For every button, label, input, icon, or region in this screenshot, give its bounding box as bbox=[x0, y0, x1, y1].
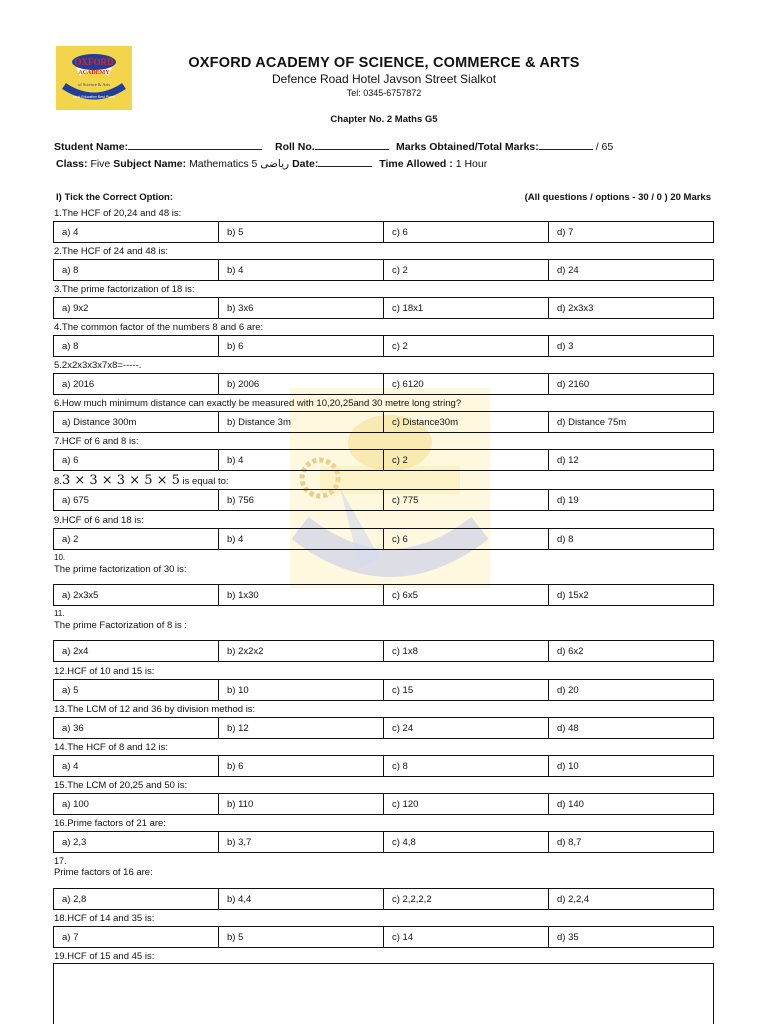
option-b[interactable]: b) 6 bbox=[219, 336, 384, 356]
question-16: 16.Prime factors of 21 are: bbox=[54, 818, 166, 829]
option-a[interactable]: a) 6 bbox=[54, 450, 219, 470]
option-b[interactable]: b) 5 bbox=[219, 222, 384, 242]
option-b[interactable]: b) 6 bbox=[219, 756, 384, 776]
option-a[interactable]: a) 2,8 bbox=[54, 889, 219, 909]
section-title: I) Tick the Correct Option: bbox=[56, 192, 174, 203]
options-row-7 bbox=[53, 449, 714, 471]
options-row-10 bbox=[53, 584, 714, 606]
option-a[interactable]: a) Distance 300m bbox=[54, 412, 219, 432]
option-d[interactable]: d) 7 bbox=[557, 226, 574, 238]
question-2: 2.The HCF of 24 and 48 is: bbox=[54, 246, 169, 257]
option-d[interactable]: d) 140 bbox=[557, 798, 584, 810]
option-d[interactable]: d) 19 bbox=[557, 494, 579, 506]
marks-blank[interactable] bbox=[539, 139, 593, 150]
option-b[interactable]: b) 1x30 bbox=[219, 585, 384, 605]
options-row-17 bbox=[53, 888, 714, 910]
date-label: Date: bbox=[292, 158, 319, 170]
question-11: The prime Factorization of 8 is : bbox=[54, 620, 188, 631]
subject-value: Mathematics 5 ریاضی bbox=[189, 158, 290, 170]
option-b[interactable]: b) 4 bbox=[219, 260, 384, 280]
option-d[interactable]: d) 2,2,4 bbox=[557, 893, 590, 905]
option-c[interactable]: c) 6 bbox=[384, 222, 549, 242]
option-c[interactable]: c) 775 bbox=[384, 490, 549, 510]
option-a[interactable]: a) 5 bbox=[54, 680, 219, 700]
option-b[interactable]: b) 4,4 bbox=[219, 889, 384, 909]
options-row-12 bbox=[53, 679, 714, 701]
roll-no-blank[interactable] bbox=[315, 139, 389, 150]
subject-label: Subject Name: bbox=[113, 158, 187, 170]
option-d[interactable]: d) 15x2 bbox=[557, 589, 589, 601]
option-c[interactable]: c) 14 bbox=[384, 927, 549, 947]
options-row-1 bbox=[53, 221, 714, 243]
student-name-field bbox=[54, 139, 262, 153]
option-a[interactable]: a) 4 bbox=[54, 756, 219, 776]
question-19: 19.HCF of 15 and 45 is: bbox=[54, 951, 155, 962]
question-8 bbox=[54, 473, 229, 488]
question-6: 6.How much minimum distance can exactly be measured with 10,20,25and 30 metre long string? bbox=[54, 398, 462, 409]
question-8-prefix: 8. bbox=[54, 476, 62, 487]
option-b[interactable]: b) 2006 bbox=[219, 374, 384, 394]
chapter-title: Chapter No. 2 Maths G5 bbox=[330, 114, 438, 125]
option-b[interactable]: b) 10 bbox=[219, 680, 384, 700]
question-3: 3.The prime factorization of 18 is: bbox=[54, 284, 195, 295]
option-b[interactable]: b) 2x2x2 bbox=[219, 641, 384, 661]
option-c[interactable]: c) 6x5 bbox=[384, 585, 549, 605]
time-label: Time Allowed : bbox=[379, 158, 453, 170]
option-a[interactable]: a) 2 bbox=[54, 529, 219, 549]
options-row-6 bbox=[53, 411, 714, 433]
option-a[interactable]: a) 2x4 bbox=[54, 641, 219, 661]
option-c[interactable]: c) 6 bbox=[384, 529, 549, 549]
logo-text-2: ACADEMY bbox=[78, 70, 110, 76]
option-d[interactable]: d) 48 bbox=[557, 722, 579, 734]
question-5: 5.2x2x3x3x7x8=-----. bbox=[54, 360, 142, 371]
option-b[interactable]: b) 4 bbox=[219, 450, 384, 470]
question-14: 14.The HCF of 8 and 12 is: bbox=[54, 742, 169, 753]
option-d[interactable]: d) 20 bbox=[557, 684, 579, 696]
option-a[interactable]: a) 8 bbox=[54, 336, 219, 356]
option-a[interactable]: a) 2x3x5 bbox=[54, 585, 219, 605]
option-c[interactable]: c) 2 bbox=[384, 450, 549, 470]
options-row-3 bbox=[53, 297, 714, 319]
option-d[interactable]: d) 3 bbox=[557, 340, 574, 352]
options-row-2 bbox=[53, 259, 714, 281]
option-c[interactable]: c) Distance30m bbox=[384, 412, 549, 432]
option-d[interactable]: d) 8,7 bbox=[557, 836, 582, 848]
option-c[interactable]: c) 1x8 bbox=[384, 641, 549, 661]
school-address: Defence Road Hotel Javson Street Sialkot bbox=[271, 72, 497, 86]
option-d[interactable]: d) 35 bbox=[557, 931, 579, 943]
class-subject-line bbox=[56, 156, 487, 170]
options-row-5 bbox=[53, 373, 714, 395]
option-a[interactable]: a) 36 bbox=[54, 718, 219, 738]
option-b[interactable]: b) 110 bbox=[219, 794, 384, 814]
option-a[interactable]: a) 100 bbox=[54, 794, 219, 814]
option-b[interactable]: b) 4 bbox=[219, 529, 384, 549]
logo-text-1: OXFORD bbox=[74, 57, 114, 67]
option-b[interactable]: b) Distance 3m bbox=[219, 412, 384, 432]
options-row-8 bbox=[53, 489, 714, 511]
option-a[interactable]: a) 2016 bbox=[54, 374, 219, 394]
option-d[interactable]: d) 24 bbox=[557, 264, 579, 276]
option-b[interactable]: b) 756 bbox=[219, 490, 384, 510]
options-row-16 bbox=[53, 831, 714, 853]
school-phone: Tel: 0345-6757872 bbox=[346, 88, 422, 98]
marks-label: Marks Obtained/Total Marks: bbox=[396, 141, 539, 153]
option-c[interactable]: c) 8 bbox=[384, 756, 549, 776]
option-c[interactable]: c) 2,2,2,2 bbox=[384, 889, 549, 909]
option-b[interactable]: b) 3x6 bbox=[219, 298, 384, 318]
question-10: The prime factorization of 30 is: bbox=[54, 564, 187, 575]
roll-no-label: Roll No. bbox=[275, 141, 315, 153]
option-b[interactable]: b) 3,7 bbox=[219, 832, 384, 852]
question-18: 18.HCF of 14 and 35 is: bbox=[54, 913, 155, 924]
question-8-suffix: is equal to: bbox=[179, 476, 229, 487]
option-d[interactable]: d) 2160 bbox=[557, 378, 590, 390]
time-value: 1 Hour bbox=[455, 158, 488, 170]
option-a[interactable]: a) 4 bbox=[54, 222, 219, 242]
option-c[interactable]: c) 15 bbox=[384, 680, 549, 700]
option-c[interactable]: c) 2 bbox=[384, 260, 549, 280]
option-d[interactable]: d) Distance 75m bbox=[557, 416, 627, 428]
options-row-9 bbox=[53, 528, 714, 550]
question-17: Prime factors of 16 are: bbox=[54, 867, 153, 878]
option-d[interactable]: d) 12 bbox=[557, 454, 579, 466]
school-name: OXFORD ACADEMY OF SCIENCE, COMMERCE & ARTS bbox=[188, 55, 580, 71]
class-label: Class: bbox=[56, 158, 88, 170]
student-name-label: Student Name: bbox=[54, 141, 129, 153]
option-c[interactable]: c) 24 bbox=[384, 718, 549, 738]
option-d[interactable]: d) 6x2 bbox=[557, 645, 584, 657]
question-17-number: 17. bbox=[54, 856, 67, 866]
question-9: 9.HCF of 6 and 18 is: bbox=[54, 515, 144, 526]
option-c[interactable]: c) 120 bbox=[384, 794, 549, 814]
options-row-4 bbox=[53, 335, 714, 357]
option-d[interactable]: d) 8 bbox=[557, 533, 574, 545]
question-15: 15.The LCM of 20,25 and 50 is: bbox=[54, 780, 188, 791]
student-name-blank[interactable] bbox=[128, 139, 262, 150]
options-row-18 bbox=[53, 926, 714, 948]
question-1: 1.The HCF of 20,24 and 48 is: bbox=[54, 208, 182, 219]
question-10-number: 10. bbox=[54, 553, 66, 562]
question-8-expression: 3 × 3 × 3 × 5 × 5 bbox=[61, 473, 180, 488]
class-value: Five bbox=[90, 158, 111, 170]
date-blank[interactable] bbox=[318, 156, 372, 167]
options-row-11 bbox=[53, 640, 714, 662]
option-c[interactable]: c) 18x1 bbox=[384, 298, 549, 318]
option-c[interactable]: c) 2 bbox=[384, 336, 549, 356]
option-a[interactable]: a) 9x2 bbox=[54, 298, 219, 318]
options-row-13 bbox=[53, 717, 714, 739]
option-b[interactable]: b) 12 bbox=[219, 718, 384, 738]
question-12: 12.HCF of 10 and 15 is: bbox=[54, 666, 155, 677]
option-a[interactable]: a) 7 bbox=[54, 927, 219, 947]
option-a[interactable]: a) 2,3 bbox=[54, 832, 219, 852]
options-row-14 bbox=[53, 755, 714, 777]
question-7: 7.HCF of 6 and 8 is: bbox=[54, 436, 139, 447]
logo-sub: of Science & Arts bbox=[77, 82, 111, 87]
question-13: 13.The LCM of 12 and 36 by division method is: bbox=[54, 704, 256, 715]
options-row-19-partial bbox=[53, 963, 714, 1024]
option-d[interactable]: d) 10 bbox=[557, 760, 579, 772]
option-c[interactable]: c) 4,8 bbox=[384, 832, 549, 852]
marks-field bbox=[396, 139, 613, 153]
option-a[interactable]: a) 8 bbox=[54, 260, 219, 280]
options-row-15 bbox=[53, 793, 714, 815]
option-d[interactable]: d) 2x3x3 bbox=[557, 302, 594, 314]
option-a[interactable]: a) 675 bbox=[54, 490, 219, 510]
marks-total: / 65 bbox=[595, 141, 614, 153]
roll-no-field bbox=[275, 139, 389, 153]
logo-tagline: Best Education Best Place bbox=[73, 95, 115, 99]
question-11-number: 11. bbox=[54, 609, 65, 618]
question-4: 4.The common factor of the numbers 8 and 6 are: bbox=[54, 322, 264, 333]
section-marks: (All questions / options - 30 / 0 ) 20 Marks bbox=[524, 192, 711, 203]
option-c[interactable]: c) 6120 bbox=[384, 374, 549, 394]
option-b[interactable]: b) 5 bbox=[219, 927, 384, 947]
